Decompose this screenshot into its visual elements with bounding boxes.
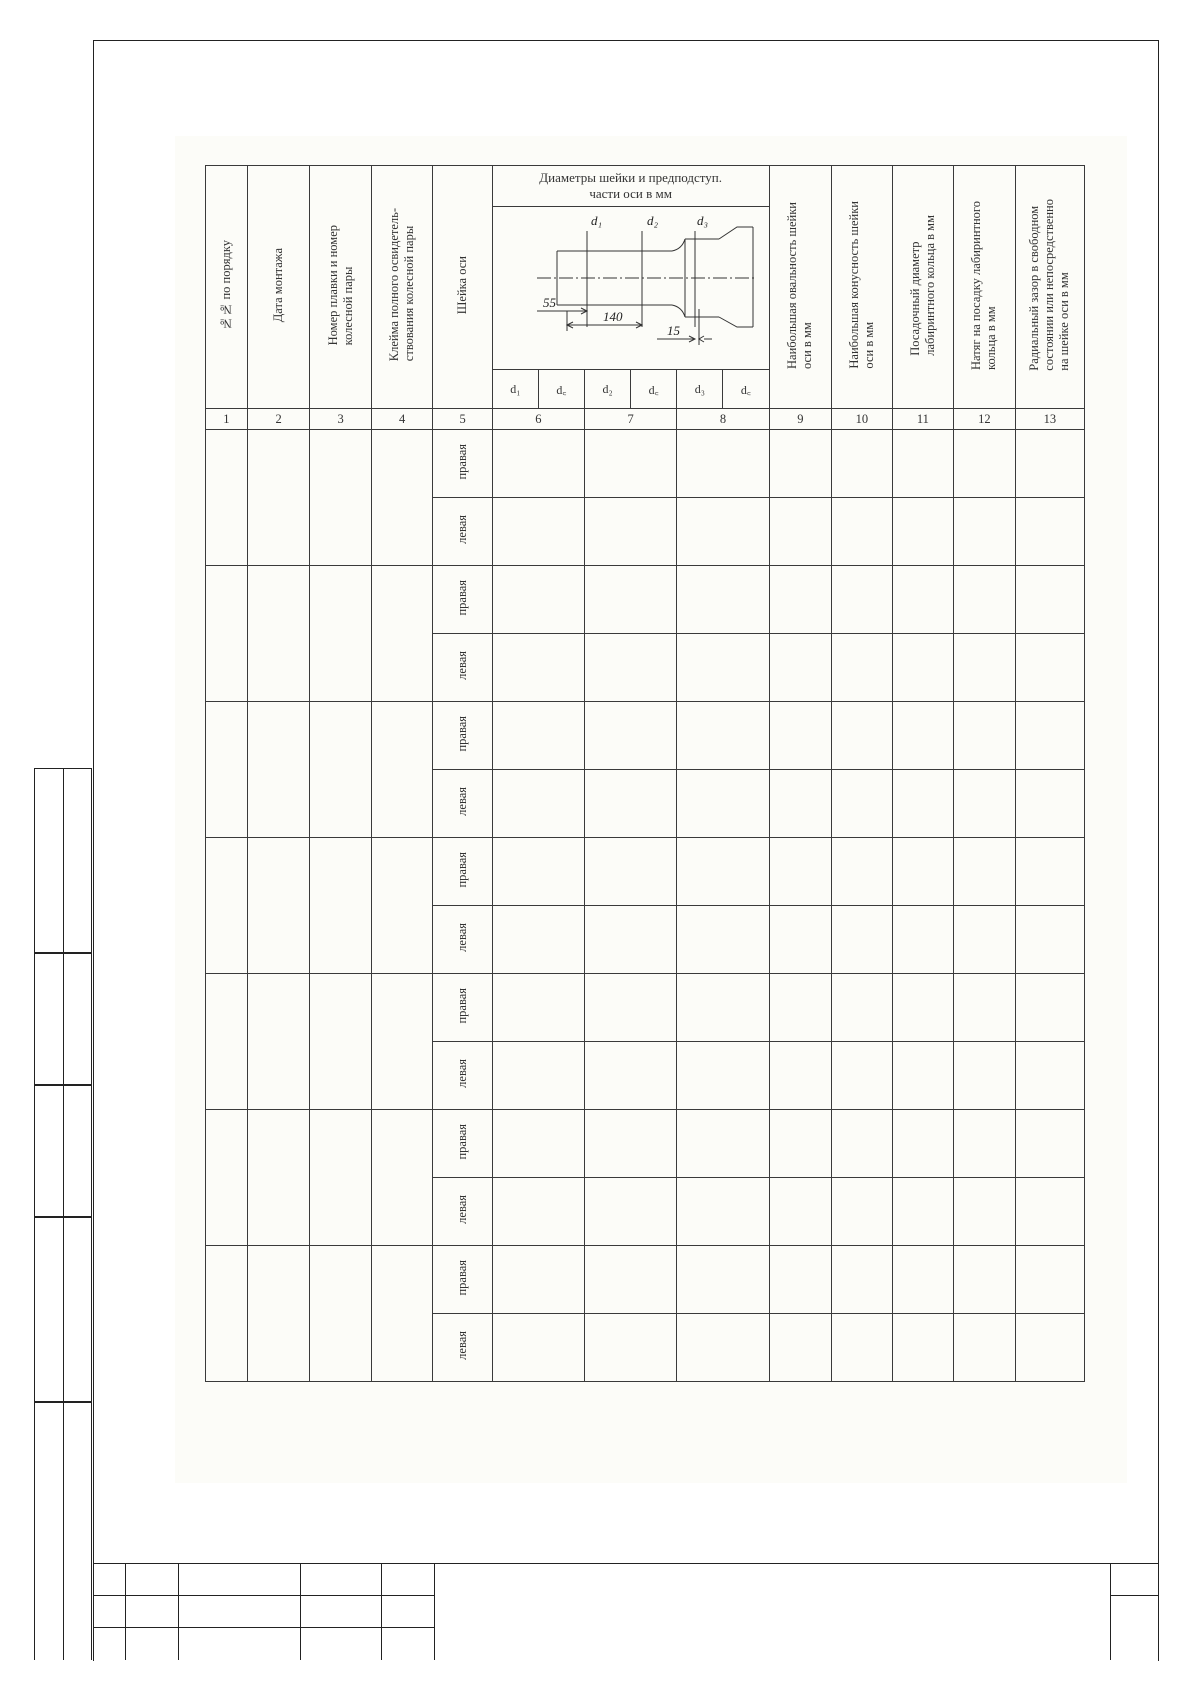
column-number: 8 <box>677 409 769 430</box>
input-cell[interactable] <box>492 634 584 702</box>
side-label-left: левая <box>433 634 492 702</box>
input-cell[interactable] <box>677 566 769 634</box>
input-cell[interactable] <box>892 566 954 634</box>
input-cell[interactable] <box>832 430 892 498</box>
subheader-dc: d꜀ <box>631 370 677 409</box>
input-cell[interactable] <box>492 838 584 906</box>
input-cell[interactable] <box>310 702 372 838</box>
side-label-left: левая <box>433 1314 492 1382</box>
input-cell[interactable] <box>247 838 310 974</box>
side-label-right: правая <box>433 702 492 770</box>
input-cell[interactable] <box>954 1314 1016 1382</box>
input-cell[interactable] <box>1015 974 1084 1042</box>
side-label-left: левая <box>433 1178 492 1246</box>
input-cell[interactable] <box>371 702 433 838</box>
input-cell[interactable] <box>1015 1042 1084 1110</box>
input-cell[interactable] <box>892 1314 954 1382</box>
input-cell[interactable] <box>585 634 677 702</box>
input-cell[interactable] <box>677 1314 769 1382</box>
input-cell[interactable] <box>585 974 677 1042</box>
subheader-d3: d₃ <box>677 370 723 409</box>
input-cell[interactable] <box>1015 1246 1084 1314</box>
input-cell[interactable] <box>832 1178 892 1246</box>
input-cell[interactable] <box>206 1110 248 1246</box>
input-cell[interactable] <box>1015 1178 1084 1246</box>
title-block <box>93 1563 1158 1660</box>
header-col-9: Наибольшая овальность шейки оси в мм <box>769 166 832 409</box>
column-number: 12 <box>954 409 1016 430</box>
input-cell[interactable] <box>206 974 248 1110</box>
axle-journal-diagram <box>492 207 769 370</box>
input-cell[interactable] <box>892 1042 954 1110</box>
input-cell[interactable] <box>892 906 954 974</box>
input-cell[interactable] <box>832 770 892 838</box>
input-cell[interactable] <box>585 770 677 838</box>
column-number: 9 <box>769 409 832 430</box>
input-cell[interactable] <box>206 1246 248 1382</box>
input-cell[interactable] <box>769 770 832 838</box>
input-cell[interactable] <box>892 634 954 702</box>
input-cell[interactable] <box>492 1042 584 1110</box>
header-col-11: Посадочный диаметр лабиринтного кольца в мм <box>892 166 954 409</box>
input-cell[interactable] <box>585 838 677 906</box>
measurement-table <box>205 165 1085 1382</box>
header-col-13: Радиальный зазор в свободном состоянии или непосредственно на шейке оси в мм <box>1015 166 1084 409</box>
input-cell[interactable] <box>769 1314 832 1382</box>
input-cell[interactable] <box>206 566 248 702</box>
input-cell[interactable] <box>769 1178 832 1246</box>
input-cell[interactable] <box>247 1110 310 1246</box>
input-cell[interactable] <box>310 1110 372 1246</box>
diagram-label-d1: d₁ <box>590 213 602 228</box>
input-cell[interactable] <box>1015 566 1084 634</box>
input-cell[interactable] <box>769 974 832 1042</box>
column-number: 4 <box>371 409 433 430</box>
input-cell[interactable] <box>492 1246 584 1314</box>
header-col-5: Шейка оси <box>433 166 492 409</box>
input-cell[interactable] <box>954 906 1016 974</box>
input-cell[interactable] <box>769 498 832 566</box>
input-cell[interactable] <box>832 906 892 974</box>
header-col-2: Дата монтажа <box>247 166 310 409</box>
input-cell[interactable] <box>769 906 832 974</box>
input-cell[interactable] <box>247 430 310 566</box>
input-cell[interactable] <box>954 1042 1016 1110</box>
input-cell[interactable] <box>585 1042 677 1110</box>
input-cell[interactable] <box>769 838 832 906</box>
input-cell[interactable] <box>371 838 433 974</box>
side-stamp-1 <box>34 768 92 953</box>
input-cell[interactable] <box>206 702 248 838</box>
header-col-12: Натяг на посадку лабиринтного кольца в мм <box>954 166 1016 409</box>
input-cell[interactable] <box>1015 838 1084 906</box>
input-cell[interactable] <box>954 838 1016 906</box>
side-stamp-4 <box>34 1217 92 1402</box>
side-label-left: левая <box>433 498 492 566</box>
input-cell[interactable] <box>585 906 677 974</box>
subheader-d2: d₂ <box>585 370 631 409</box>
input-cell[interactable] <box>954 702 1016 770</box>
input-cell[interactable] <box>247 974 310 1110</box>
side-label-left: левая <box>433 770 492 838</box>
header-col-4: Клейма полного освидетель- ствования колесной пары <box>371 166 433 409</box>
table-row <box>206 838 1085 906</box>
input-cell[interactable] <box>585 1110 677 1178</box>
input-cell[interactable] <box>832 1246 892 1314</box>
input-cell[interactable] <box>310 566 372 702</box>
side-stamp-3 <box>34 1085 92 1217</box>
input-cell[interactable] <box>371 1246 433 1382</box>
subheader-dc: d꜀ <box>538 370 584 409</box>
input-cell[interactable] <box>585 430 677 498</box>
input-cell[interactable] <box>677 430 769 498</box>
input-cell[interactable] <box>1015 1314 1084 1382</box>
input-cell[interactable] <box>769 430 832 498</box>
input-cell[interactable] <box>371 974 433 1110</box>
input-cell[interactable] <box>677 1246 769 1314</box>
input-cell[interactable] <box>492 1178 584 1246</box>
diagram-label-d2: d₂ <box>646 213 658 228</box>
diagram-dim-55: 55 <box>542 295 556 310</box>
input-cell[interactable] <box>1015 1110 1084 1178</box>
input-cell[interactable] <box>1015 702 1084 770</box>
input-cell[interactable] <box>585 498 677 566</box>
table-row <box>206 566 1085 634</box>
input-cell[interactable] <box>892 498 954 566</box>
input-cell[interactable] <box>832 1042 892 1110</box>
input-cell[interactable] <box>677 498 769 566</box>
diagram-dim-15: 15 <box>666 323 680 338</box>
side-label-left: левая <box>433 906 492 974</box>
input-cell[interactable] <box>769 634 832 702</box>
input-cell[interactable] <box>492 430 584 498</box>
input-cell[interactable] <box>769 1246 832 1314</box>
input-cell[interactable] <box>206 838 248 974</box>
input-cell[interactable] <box>677 1110 769 1178</box>
side-label-left: левая <box>433 1042 492 1110</box>
side-label-right: правая <box>433 430 492 498</box>
column-number: 6 <box>492 409 584 430</box>
side-stamp-5 <box>34 1402 92 1660</box>
input-cell[interactable] <box>832 566 892 634</box>
input-cell[interactable] <box>310 974 372 1110</box>
input-cell[interactable] <box>832 634 892 702</box>
input-cell[interactable] <box>492 498 584 566</box>
input-cell[interactable] <box>832 702 892 770</box>
input-cell[interactable] <box>832 1314 892 1382</box>
input-cell[interactable] <box>492 1314 584 1382</box>
header-col-10: Наибольшая конусность шейки оси в мм <box>832 166 892 409</box>
input-cell[interactable] <box>677 770 769 838</box>
input-cell[interactable] <box>954 1178 1016 1246</box>
table-row <box>206 702 1085 770</box>
input-cell[interactable] <box>310 430 372 566</box>
side-label-right: правая <box>433 1246 492 1314</box>
input-cell[interactable] <box>769 1110 832 1178</box>
input-cell[interactable] <box>677 974 769 1042</box>
side-label-right: правая <box>433 974 492 1042</box>
input-cell[interactable] <box>954 1110 1016 1178</box>
input-cell[interactable] <box>1015 430 1084 498</box>
input-cell[interactable] <box>892 1246 954 1314</box>
input-cell[interactable] <box>769 702 832 770</box>
input-cell[interactable] <box>677 1178 769 1246</box>
input-cell[interactable] <box>892 702 954 770</box>
input-cell[interactable] <box>892 1110 954 1178</box>
side-stamp-2 <box>34 953 92 1085</box>
input-cell[interactable] <box>892 430 954 498</box>
column-number: 10 <box>832 409 892 430</box>
input-cell[interactable] <box>832 974 892 1042</box>
input-cell[interactable] <box>371 1110 433 1246</box>
column-number: 5 <box>433 409 492 430</box>
input-cell[interactable] <box>247 1246 310 1382</box>
input-cell[interactable] <box>677 634 769 702</box>
input-cell[interactable] <box>677 906 769 974</box>
input-cell[interactable] <box>954 1246 1016 1314</box>
input-cell[interactable] <box>677 702 769 770</box>
subheader-dc: d꜀ <box>723 370 769 409</box>
input-cell[interactable] <box>310 1246 372 1382</box>
input-cell[interactable] <box>954 770 1016 838</box>
input-cell[interactable] <box>585 1314 677 1382</box>
input-cell[interactable] <box>247 702 310 838</box>
input-cell[interactable] <box>585 566 677 634</box>
input-cell[interactable] <box>769 566 832 634</box>
input-cell[interactable] <box>954 430 1016 498</box>
table-row <box>206 1246 1085 1314</box>
table-row <box>206 1110 1085 1178</box>
input-cell[interactable] <box>954 974 1016 1042</box>
column-number: 2 <box>247 409 310 430</box>
table-row <box>206 430 1085 498</box>
input-cell[interactable] <box>585 702 677 770</box>
input-cell[interactable] <box>492 1110 584 1178</box>
input-cell[interactable] <box>492 974 584 1042</box>
side-label-right: правая <box>433 838 492 906</box>
input-cell[interactable] <box>954 634 1016 702</box>
header-diameters-title: Диаметры шейки и предподступ. части оси в мм <box>492 166 769 207</box>
input-cell[interactable] <box>892 770 954 838</box>
input-cell[interactable] <box>832 838 892 906</box>
input-cell[interactable] <box>892 1178 954 1246</box>
input-cell[interactable] <box>310 838 372 974</box>
input-cell[interactable] <box>247 566 310 702</box>
diagram-dim-140: 140 <box>602 309 623 324</box>
header-col-1: №№ по порядку <box>206 166 248 409</box>
input-cell[interactable] <box>585 1246 677 1314</box>
input-cell[interactable] <box>892 974 954 1042</box>
input-cell[interactable] <box>492 906 584 974</box>
input-cell[interactable] <box>371 566 433 702</box>
input-cell[interactable] <box>954 498 1016 566</box>
input-cell[interactable] <box>1015 634 1084 702</box>
table-row <box>206 974 1085 1042</box>
input-cell[interactable] <box>585 1178 677 1246</box>
input-cell[interactable] <box>832 1110 892 1178</box>
subheader-d1: d₁ <box>492 370 538 409</box>
diagram-label-d3: d₃ <box>696 213 708 228</box>
input-cell[interactable] <box>677 1042 769 1110</box>
column-number: 11 <box>892 409 954 430</box>
column-number: 7 <box>585 409 677 430</box>
input-cell[interactable] <box>832 498 892 566</box>
input-cell[interactable] <box>206 430 248 566</box>
side-label-right: правая <box>433 566 492 634</box>
input-cell[interactable] <box>1015 498 1084 566</box>
input-cell[interactable] <box>769 1042 832 1110</box>
side-label-right: правая <box>433 1110 492 1178</box>
input-cell[interactable] <box>371 430 433 566</box>
column-number: 1 <box>206 409 248 430</box>
column-number: 3 <box>310 409 372 430</box>
input-cell[interactable] <box>1015 906 1084 974</box>
input-cell[interactable] <box>954 566 1016 634</box>
input-cell[interactable] <box>492 702 584 770</box>
header-col-3: Номер плавки и номер колесной пары <box>310 166 372 409</box>
input-cell[interactable] <box>492 566 584 634</box>
input-cell[interactable] <box>1015 770 1084 838</box>
input-cell[interactable] <box>492 770 584 838</box>
input-cell[interactable] <box>677 838 769 906</box>
input-cell[interactable] <box>892 838 954 906</box>
column-number: 13 <box>1015 409 1084 430</box>
